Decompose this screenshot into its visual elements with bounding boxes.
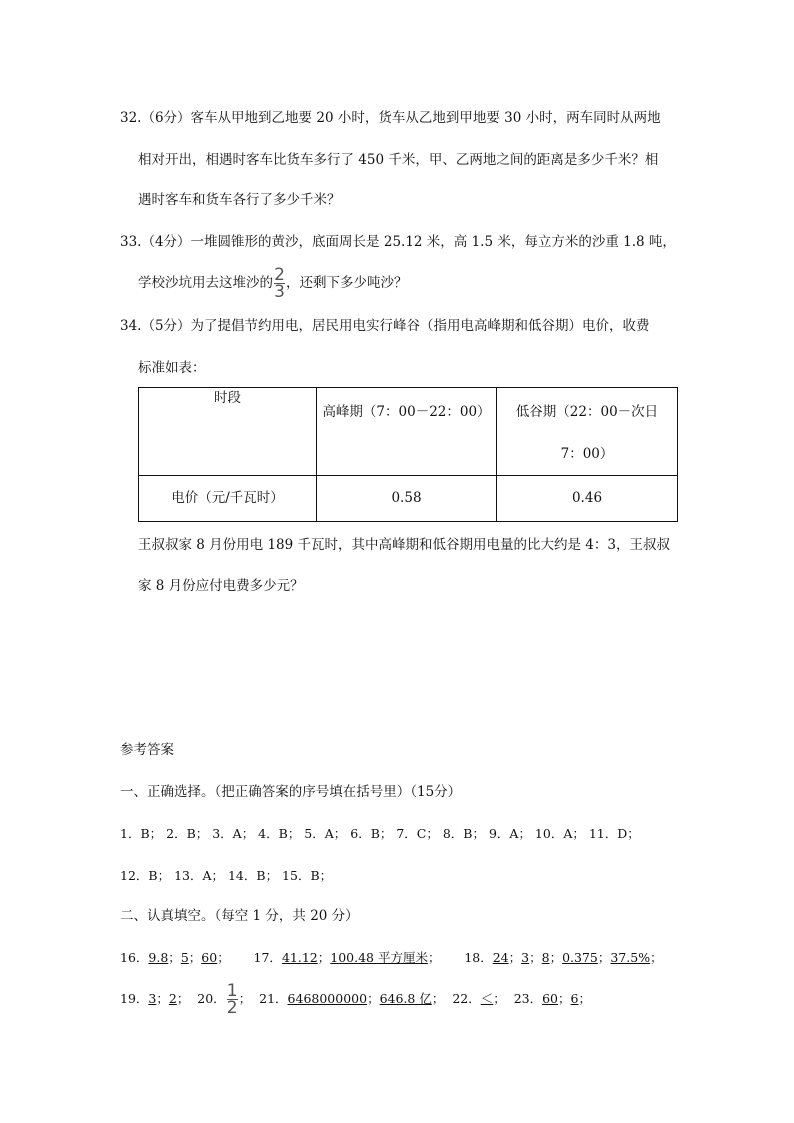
q16-answer-c: 60 bbox=[201, 950, 218, 965]
q18-label: 18． bbox=[464, 950, 493, 965]
table-header-period: 时段 bbox=[139, 388, 317, 476]
valley-label-line2: 7：00） bbox=[560, 446, 614, 462]
fraction-numerator: 2 bbox=[274, 265, 285, 285]
q22-label: 22． bbox=[452, 991, 481, 1006]
fraction-denominator: 3 bbox=[274, 282, 285, 302]
table-row-label: 电价（元/千瓦时） bbox=[139, 476, 317, 522]
q34-line4: 家 8 月份应付电费多少元？ bbox=[138, 578, 304, 594]
q16-answer-b: 5 bbox=[180, 950, 189, 965]
q19-answer-a: 3 bbox=[148, 991, 157, 1006]
q33-line2-after: ，还剩下多少吨沙？ bbox=[286, 275, 408, 291]
section1-answers-line2: 12．B； 13．A； 14．B； 15．B； bbox=[120, 868, 333, 883]
q32-line1: 32.（6分）客车从甲地到乙地要 20 小时，货车从乙地到甲地要 30 小时，两车同时从两地 bbox=[120, 110, 661, 126]
q32-line3: 遇时客车和货车各行了多少千米？ bbox=[138, 192, 341, 208]
q21-answer-b: 646.8 亿 bbox=[379, 991, 432, 1006]
q33-line2-before: 学校沙坑用去这堆沙的 bbox=[138, 275, 273, 291]
q34-line1: 34.（5分）为了提倡节约用电，居民用电实行峰谷（指用电高峰期和低谷期）电价，收费 bbox=[120, 318, 650, 334]
q20-label: 20． bbox=[197, 991, 226, 1006]
q17-label: 17． bbox=[253, 950, 282, 965]
q18-answer-a: 24 bbox=[492, 950, 509, 965]
q33-line2 bbox=[138, 266, 408, 300]
q21-label: 21． bbox=[259, 991, 288, 1006]
q18-answer-e: 37.5% bbox=[610, 950, 651, 965]
q34-line2: 标准如表： bbox=[138, 360, 206, 376]
section2-answers-line1: 16．9.8；5；60； 17．41.12；100.48 平方厘米； 18．24；3；8；0.375；37.5%； bbox=[120, 950, 663, 965]
q16-label: 16． bbox=[120, 950, 149, 965]
q22-answer: ＜ bbox=[480, 991, 494, 1006]
section1-answers-line1: 1．B； 2．B； 3．A； 4．B； 5．A； 6．B； 7．C； 8．B； 9．A； 10．A； 11．D； bbox=[120, 826, 640, 841]
fraction-denominator: 2 bbox=[226, 998, 238, 1018]
q32-line2: 相对开出，相遇时客车比货车多行了 450 千米，甲、乙两地之间的距离是多少千米？相 bbox=[138, 152, 659, 168]
q33-line1: 33.（4分）一堆圆锥形的黄沙，底面周长是 25.12 米，高 1.5 米，每立方米的沙重 1.8 吨， bbox=[120, 234, 676, 250]
q19-answer-b: 2 bbox=[168, 991, 177, 1006]
section2-title: 二、认真填空。（每空 1 分，共 20 分） bbox=[120, 908, 359, 924]
q16-answer-a: 9.8 bbox=[148, 950, 169, 965]
q34-line3: 王叔叔家 8 月份用电 189 千瓦时，其中高峰期和低谷期用电量的比大约是 4：3，王叔叔 bbox=[138, 537, 670, 553]
q18-answer-d: 0.375 bbox=[562, 950, 598, 965]
fraction-two-thirds bbox=[274, 267, 285, 300]
q21-answer-a: 6468000000 bbox=[287, 991, 368, 1006]
q18-answer-c: 8 bbox=[541, 950, 550, 965]
valley-price: 0.46 bbox=[497, 476, 678, 522]
q17-answer-a: 41.12 bbox=[281, 950, 318, 965]
q23-label: 23． bbox=[513, 991, 543, 1006]
answers-title: 参考答案 bbox=[120, 742, 174, 758]
q18-answer-b: 3 bbox=[521, 950, 530, 965]
electricity-price-table bbox=[138, 387, 678, 522]
fraction-one-half bbox=[227, 983, 238, 1016]
q19-label: 19． bbox=[120, 991, 149, 1006]
q17-answer-b: 100.48 平方厘米 bbox=[330, 950, 428, 965]
q23-answer-a: 60 bbox=[542, 991, 558, 1006]
table-row bbox=[139, 388, 678, 476]
peak-label: 高峰期（7：00－22：00） bbox=[322, 404, 491, 420]
valley-label-line1: 低谷期（22：00－次日 bbox=[515, 404, 659, 420]
table-row bbox=[139, 476, 678, 522]
section1-title: 一、正确选择。（把正确答案的序号填在括号里）（15分） bbox=[120, 784, 462, 800]
fraction-numerator: 1 bbox=[226, 981, 238, 1001]
table-header-peak bbox=[317, 388, 497, 476]
section2-answers-line2: 19．3；2； 20． $\frac{1}{2}$ ； 21．6468000000；646.8 亿； 22．＜； 23．60；6； bbox=[120, 981, 591, 1018]
table-header-valley bbox=[497, 388, 678, 476]
q23-answer-b: 6 bbox=[570, 991, 579, 1006]
peak-price: 0.58 bbox=[317, 476, 497, 522]
